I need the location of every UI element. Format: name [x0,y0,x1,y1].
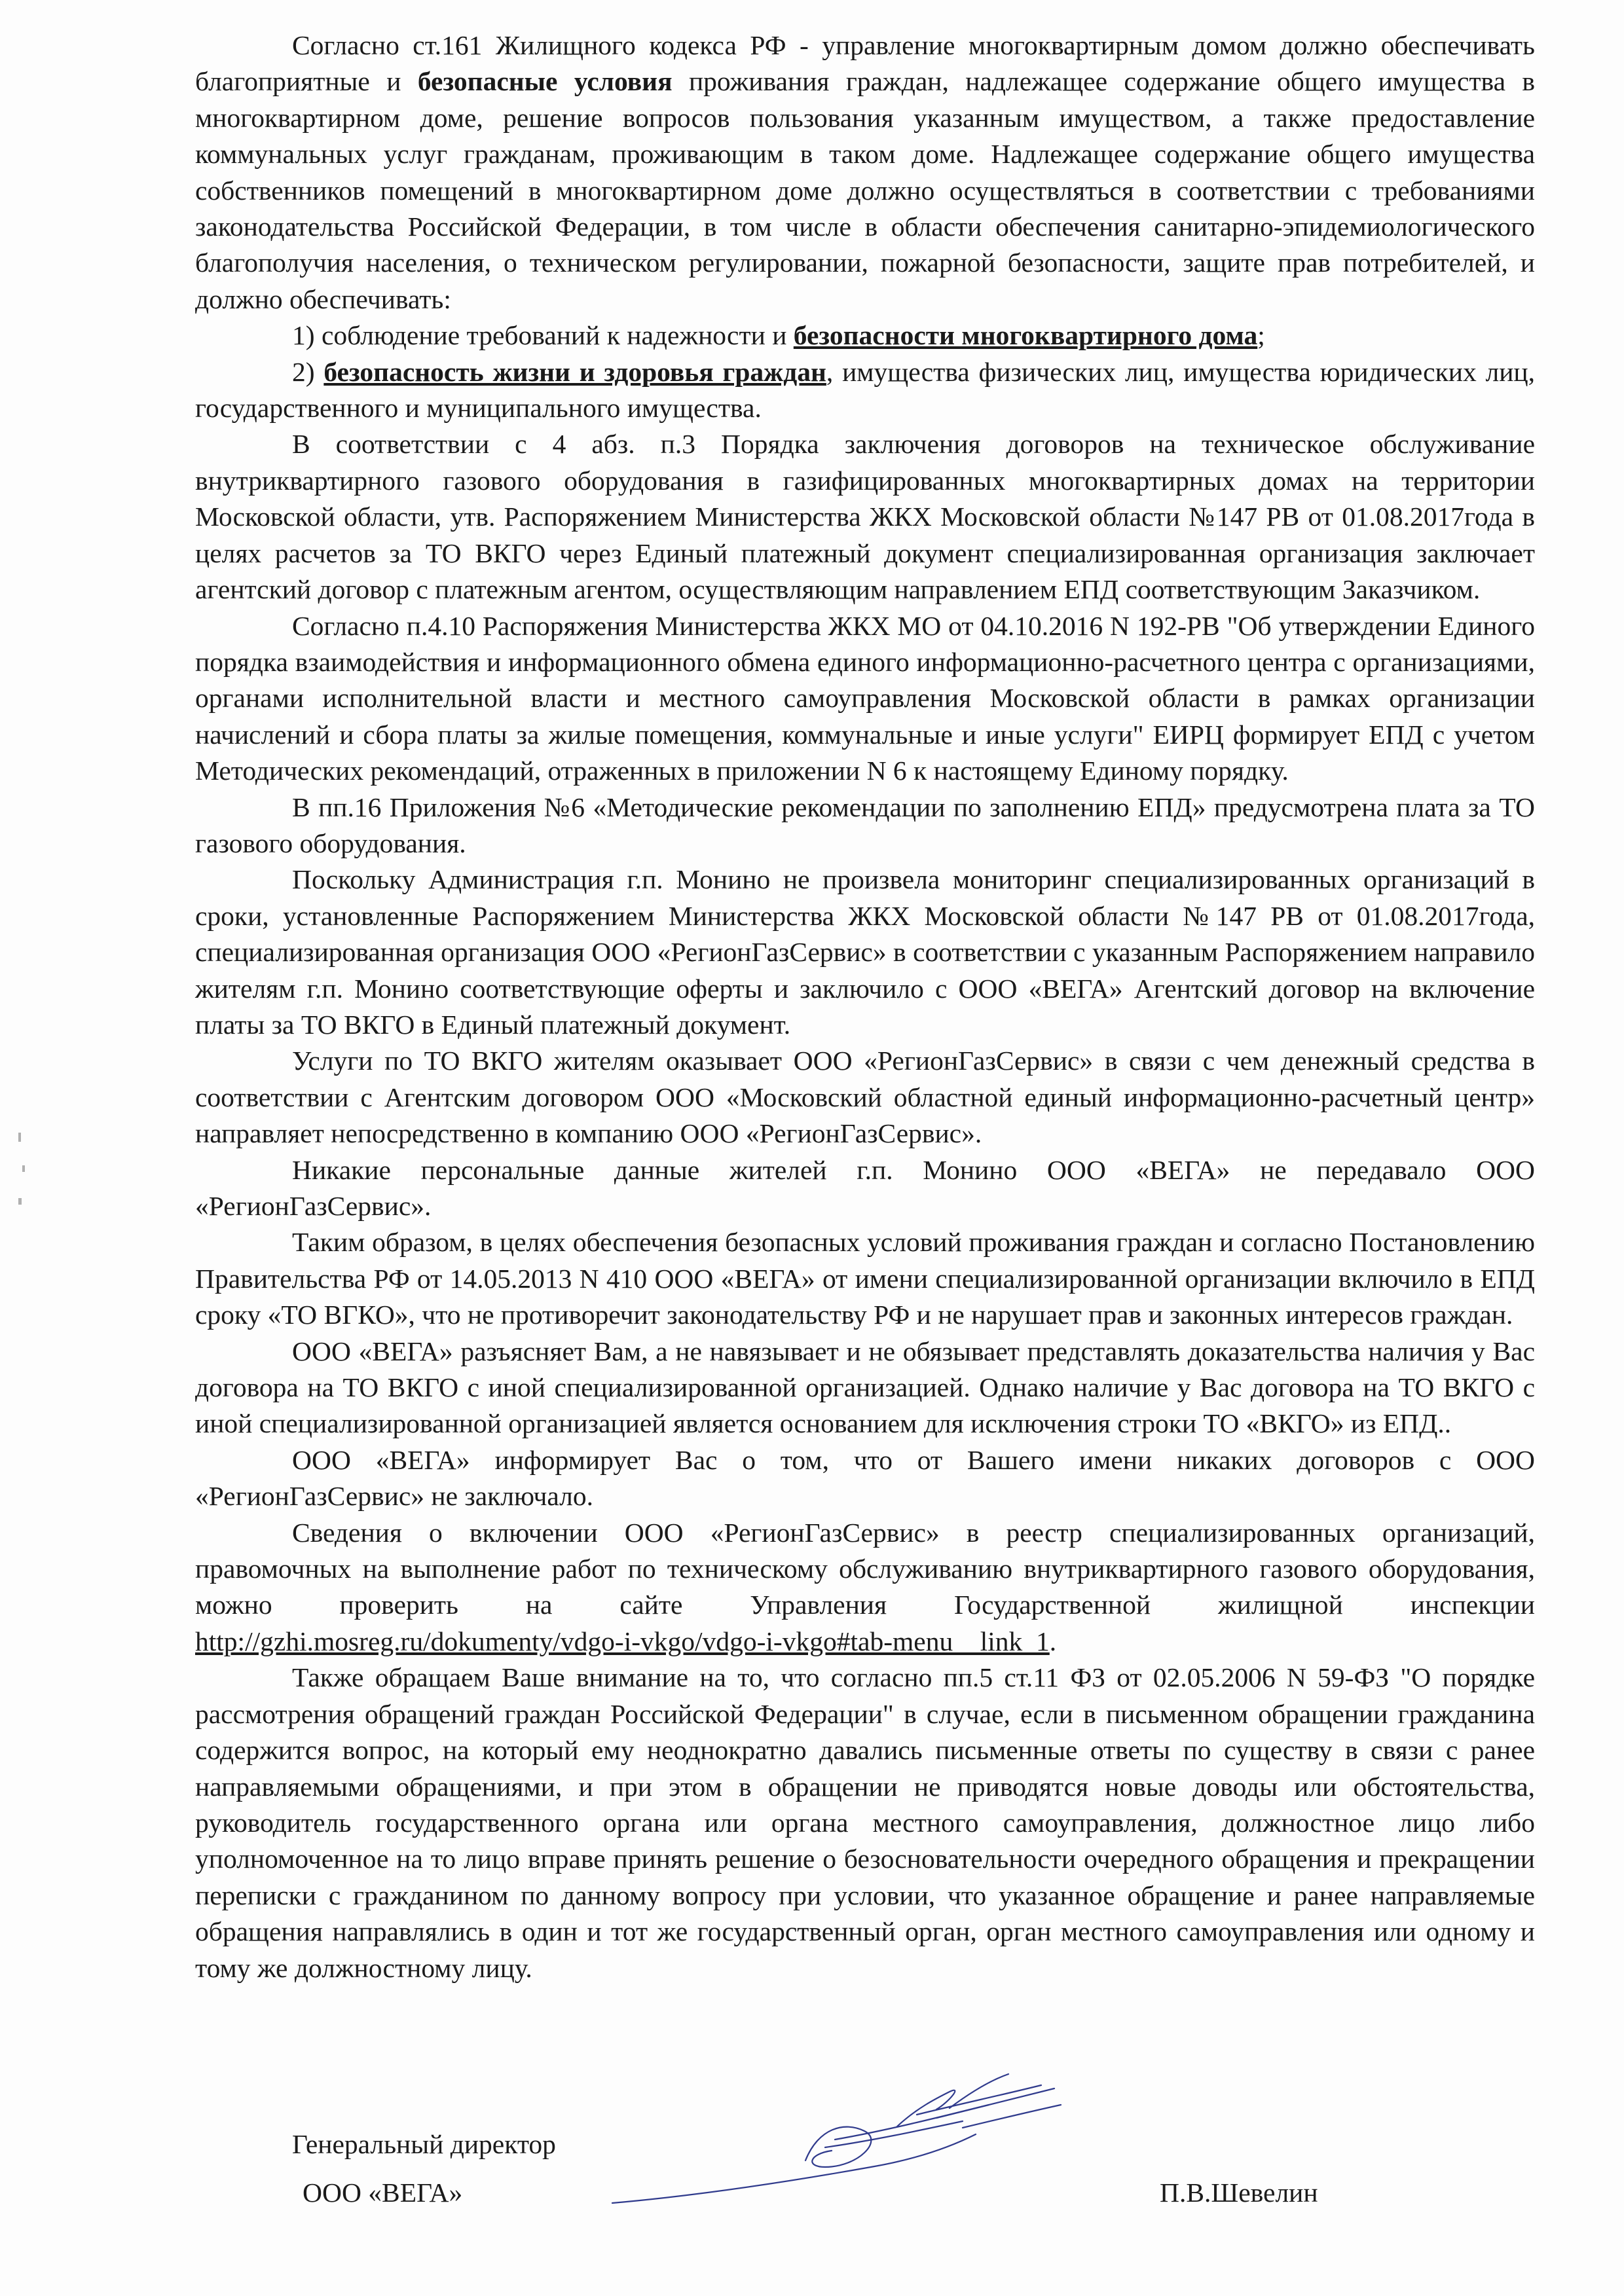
paragraph-federal-law: Также обращаем Ваше внимание на то, что согласно пп.5 ст.11 ФЗ от 02.05.2006 N 59-ФЗ "О порядке рассмотрения обращений граждан Российской Федерации" в случае, если в письменном обращении гражданина содержится вопрос, на который ему неоднократно давались письменные ответы по существу в связи с ранее направляемыми обращениями, и при этом в обращении не приводятся новые доводы или обстоятельства, руководитель государственного органа или органа местного самоуправления, должностное лицо либо уполномоченное на то лицо вправе принять решение о безосновательности очередного обращения и прекращении переписки с гражданином по данному вопросу при условии, что указанное обращение и ранее направляемые обращения направлялись в один и тот же государственный орган, орган местного самоуправления или одному и тому же должностному лицу. [195,1662,1535,1983]
paragraph-personal-data: Никакие персональные данные жителей г.п. Монино ООО «ВЕГА» не передавало ООО «РегионГазСервис». [195,1154,1535,1221]
bold-phrase: безопасные условия [417,66,673,97]
paragraph-registry [195,1515,1535,1660]
paragraph-appendix-6: В пп.16 Приложения №6 «Методические рекомендации по заполнению ЕПД» предусмотрена плата за ТО газового оборудования. [195,792,1535,858]
text-segment: ; [1257,320,1265,351]
paragraph-order-192: Согласно п.4.10 Распоряжения Министерства ЖКХ МО от 04.10.2016 N 192-РВ "Об утверждении Единого порядка взаимодействия и информационного обмена единого информационно-расчетного центра с организациями, органами исполнительной власти и местного самоуправления Московской области в рамках организации начислений и сбора платы за жилые помещения, коммунальные и иные услуги" ЕИРЦ формирует ЕПД с учетом Методических рекомендаций, отраженных в приложении N 6 к настоящему Единому порядку. [195,610,1535,786]
registry-link[interactable]: http://gzhi.mosreg.ru/dokumenty/vdgo-i-vkgo/vdgo-i-vkgo#tab-menu__link_1 [195,1626,1050,1656]
list-item-1 [195,318,1535,354]
text-segment: Сведения о включении ООО «РегионГазСервис» в реестр специализированных организаций, правомочных на выполнение работ по техническому обслуживанию внутриквартирного газового оборудования, можно проверить на сайте Управления Государственной жилищной инспекции [195,1517,1535,1620]
paragraph-administration: Поскольку Администрация г.п. Монино не произвела мониторинг специализированных организаций в сроки, установленные Распоряжением Министерства ЖКХ Московской области №147 РВ от 01.08.2017года, специализированная организация ООО «РегионГазСервис» в соответствии с указанным Распоряжением направило жителям г.п. Монино соответствующие оферты и заключило с ООО «ВЕГА» Агентский договор на включение платы за ТО ВКГО в Единый платежный документ. [195,864,1535,1040]
handwritten-signature [609,2069,1067,2219]
text-segment: . [1049,1626,1057,1656]
bold-underlined-phrase: безопасность жизни и здоровья граждан [323,356,826,387]
text-segment: 1) соблюдение требований к надежности и [292,320,794,351]
signatory-name: П.В.Шевелин [1160,2178,1318,2208]
paragraph-conclusion: Таким образом, в целях обеспечения безопасных условий проживания граждан и согласно Постановлению Правительства РФ от 14.05.2013 N 410 ООО «ВЕГА» от имени специализированной организации включило в ЕПД сроку «ТО ВГКО», что не противоречит законодательству РФ и не нарушает прав и законных интересов граждан. [195,1227,1535,1330]
bold-underlined-phrase: безопасности многоквартирного дома [793,320,1258,351]
text-segment: Согласно ст.161 Жилищного кодекса РФ - управление многоквартирным домом должно обеспечивать благоприятные и [195,30,1535,97]
paragraph-explanation: ООО «ВЕГА» разъясняет Вам, а не навязывает и не обязывает представлять доказательства наличия у Вас договора на ТО ВКГО с иной специализированной организацией. Однако наличие у Вас договора на ТО ВКГО с иной специализированной организацией является основанием для исключения строки ТО «ВКГО» из ЕПД.. [195,1336,1535,1439]
signatory-title: Генеральный директор [292,2129,556,2159]
letter-body [195,27,1535,1986]
list-item-2 [195,354,1535,427]
text-segment: проживания граждан, надлежащее содержание общего имущества в многоквартирном доме, решение вопросов пользования указанным имуществом, а также предоставление коммунальных услуг гражданам, проживающим в таком доме. Надлежащее содержание общего имущества собственников помещений в многоквартирном доме должно осуществляться в соответствии с требованиями законодательства Российской Федерации, в том числе в области обеспечения санитарно-эпидемиологического благополучия населения, о техническом регулировании, пожарной безопасности, защите прав потребителей, и должно обеспечивать: [195,66,1535,314]
signatory-organization: ООО «ВЕГА» [303,2178,463,2208]
text-segment: 2) [292,356,324,387]
paragraph-housing-code [195,27,1535,318]
paragraph-services: Услуги по ТО ВКГО жителям оказывает ООО «РегионГазСервис» в связи с чем денежный средства в соответствии с Агентским договором ООО «Московский областной единый информационно-расчетный центр» направляет непосредственно в компанию ООО «РегионГазСервис». [195,1046,1535,1149]
paragraph-no-contracts: ООО «ВЕГА» информирует Вас о том, что от Вашего имени никаких договоров с ООО «РегионГазСервис» не заключало. [195,1444,1535,1512]
scan-artifact-marks [12,1126,31,1218]
text-segment: , имущества физических лиц, имущества юридических лиц, государственного и муниципального имущества. [195,356,1535,424]
paragraph-contract-procedure: В соответствии с 4 абз. п.3 Порядка заключения договоров на техническое обслуживание внутриквартирного газового оборудования в газифицированных многоквартирных домах на территории Московской области, утв. Распоряжением Министерства ЖКХ Московской области №147 РВ от 01.08.2017года в целях расчетов за ТО ВКГО через Единый платежный документ специализированная организация заключает агентский договор с платежным агентом, осуществляющим направлением ЕПД соответствующим Заказчиком. [195,429,1535,605]
